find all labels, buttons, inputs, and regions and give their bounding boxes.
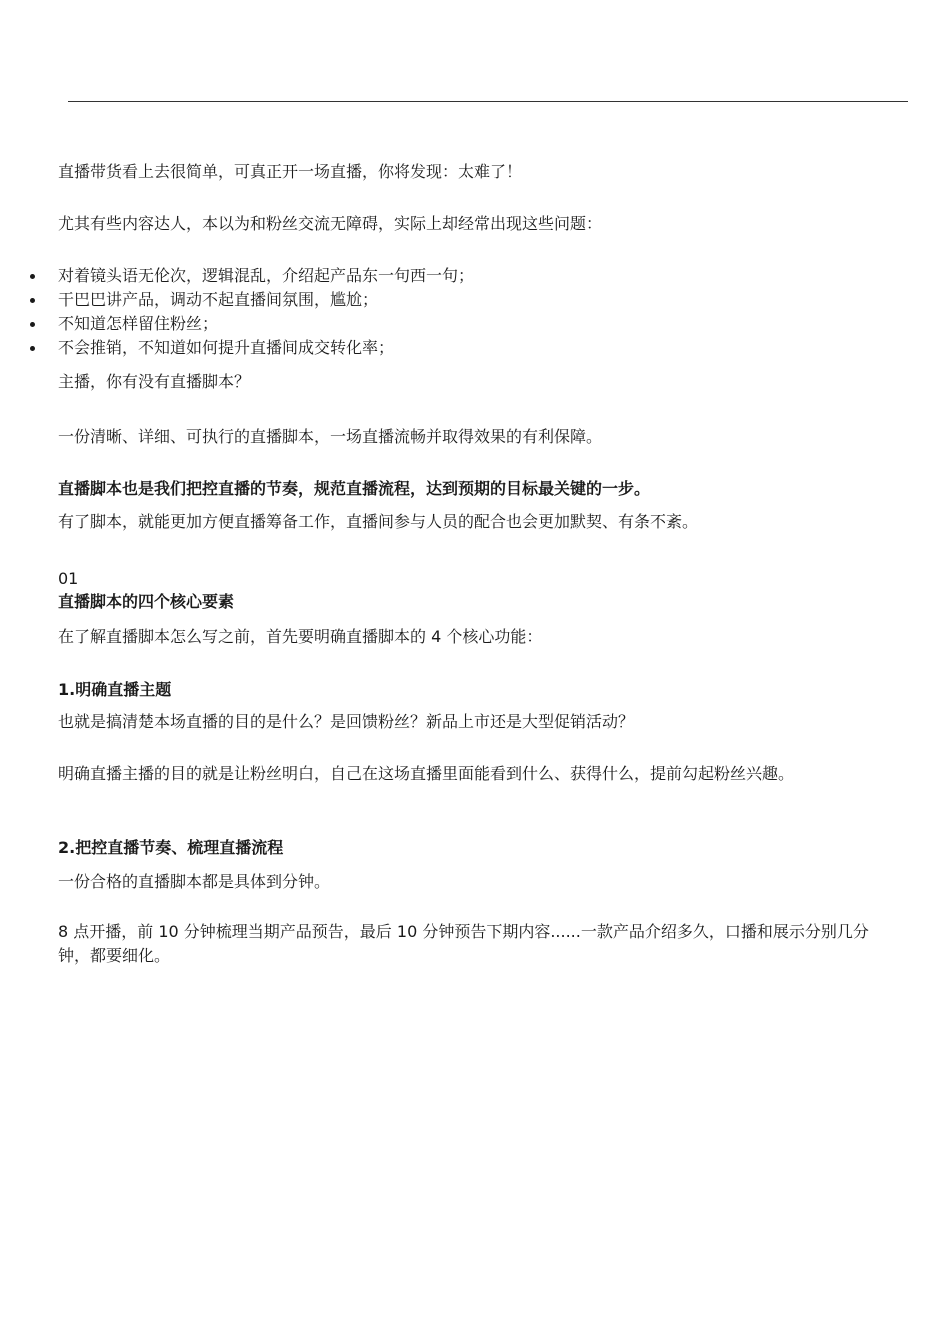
question-paragraph: 主播，你有没有直播脚本？ bbox=[58, 372, 251, 391]
point-2-title: 2.把控直播节奏、梳理直播流程 bbox=[58, 838, 284, 857]
benefit-paragraph: 有了脚本，就能更加方便直播筹备工作，直播间参与人员的配合也会更加默契、有条不紊。 bbox=[58, 512, 699, 531]
key-step-paragraph: 直播脚本也是我们把控直播的节奏，规范直播流程，达到预期的目标最关键的一步。 bbox=[58, 479, 651, 498]
point-1-title: 1.明确直播主题 bbox=[58, 680, 172, 699]
intro-paragraph-1: 直播带货看上去很简单，可真正开一场直播，你将发现：太难了！ bbox=[58, 162, 523, 181]
bullet-icon bbox=[30, 346, 35, 351]
list-item: 干巴巴讲产品，调动不起直播间氛围，尴尬； bbox=[28, 288, 474, 312]
point-1-text-1: 也就是搞清楚本场直播的目的是什么？是回馈粉丝？新品上市还是大型促销活动？ bbox=[58, 712, 635, 731]
bullet-icon bbox=[30, 274, 35, 279]
section-number: 01 bbox=[58, 569, 79, 588]
list-item: 对着镜头语无伦次，逻辑混乱，介绍起产品东一句西一句； bbox=[28, 264, 474, 288]
intro-paragraph-2: 尤其有些内容达人，本以为和粉丝交流无障碍，实际上却经常出现这些问题： bbox=[58, 214, 603, 233]
section-title: 直播脚本的四个核心要素 bbox=[58, 592, 235, 611]
point-1-text-2: 明确直播主播的目的就是让粉丝明白，自己在这场直播里面能看到什么、获得什么，提前勾起粉丝兴趣。 bbox=[58, 764, 795, 783]
header-rule bbox=[68, 101, 908, 102]
problem-list bbox=[28, 264, 474, 360]
list-item: 不会推销，不知道如何提升直播间成交转化率； bbox=[28, 336, 474, 360]
point-2-text-1: 一份合格的直播脚本都是具体到分钟。 bbox=[58, 872, 331, 891]
point-2-text-2: 8 点开播，前 10 分钟梳理当期产品预告，最后 10 分钟预告下期内容......一款产品介绍多久，口播和展示分别几分钟，都要细化。 bbox=[58, 922, 869, 965]
script-value-paragraph: 一份清晰、详细、可执行的直播脚本，一场直播流畅并取得效果的有利保障。 bbox=[58, 427, 603, 446]
list-item: 不知道怎样留住粉丝； bbox=[28, 312, 474, 336]
bullet-icon bbox=[30, 298, 35, 303]
bullet-icon bbox=[30, 322, 35, 327]
section-intro: 在了解直播脚本怎么写之前，首先要明确直播脚本的 4 个核心功能： bbox=[58, 627, 543, 646]
